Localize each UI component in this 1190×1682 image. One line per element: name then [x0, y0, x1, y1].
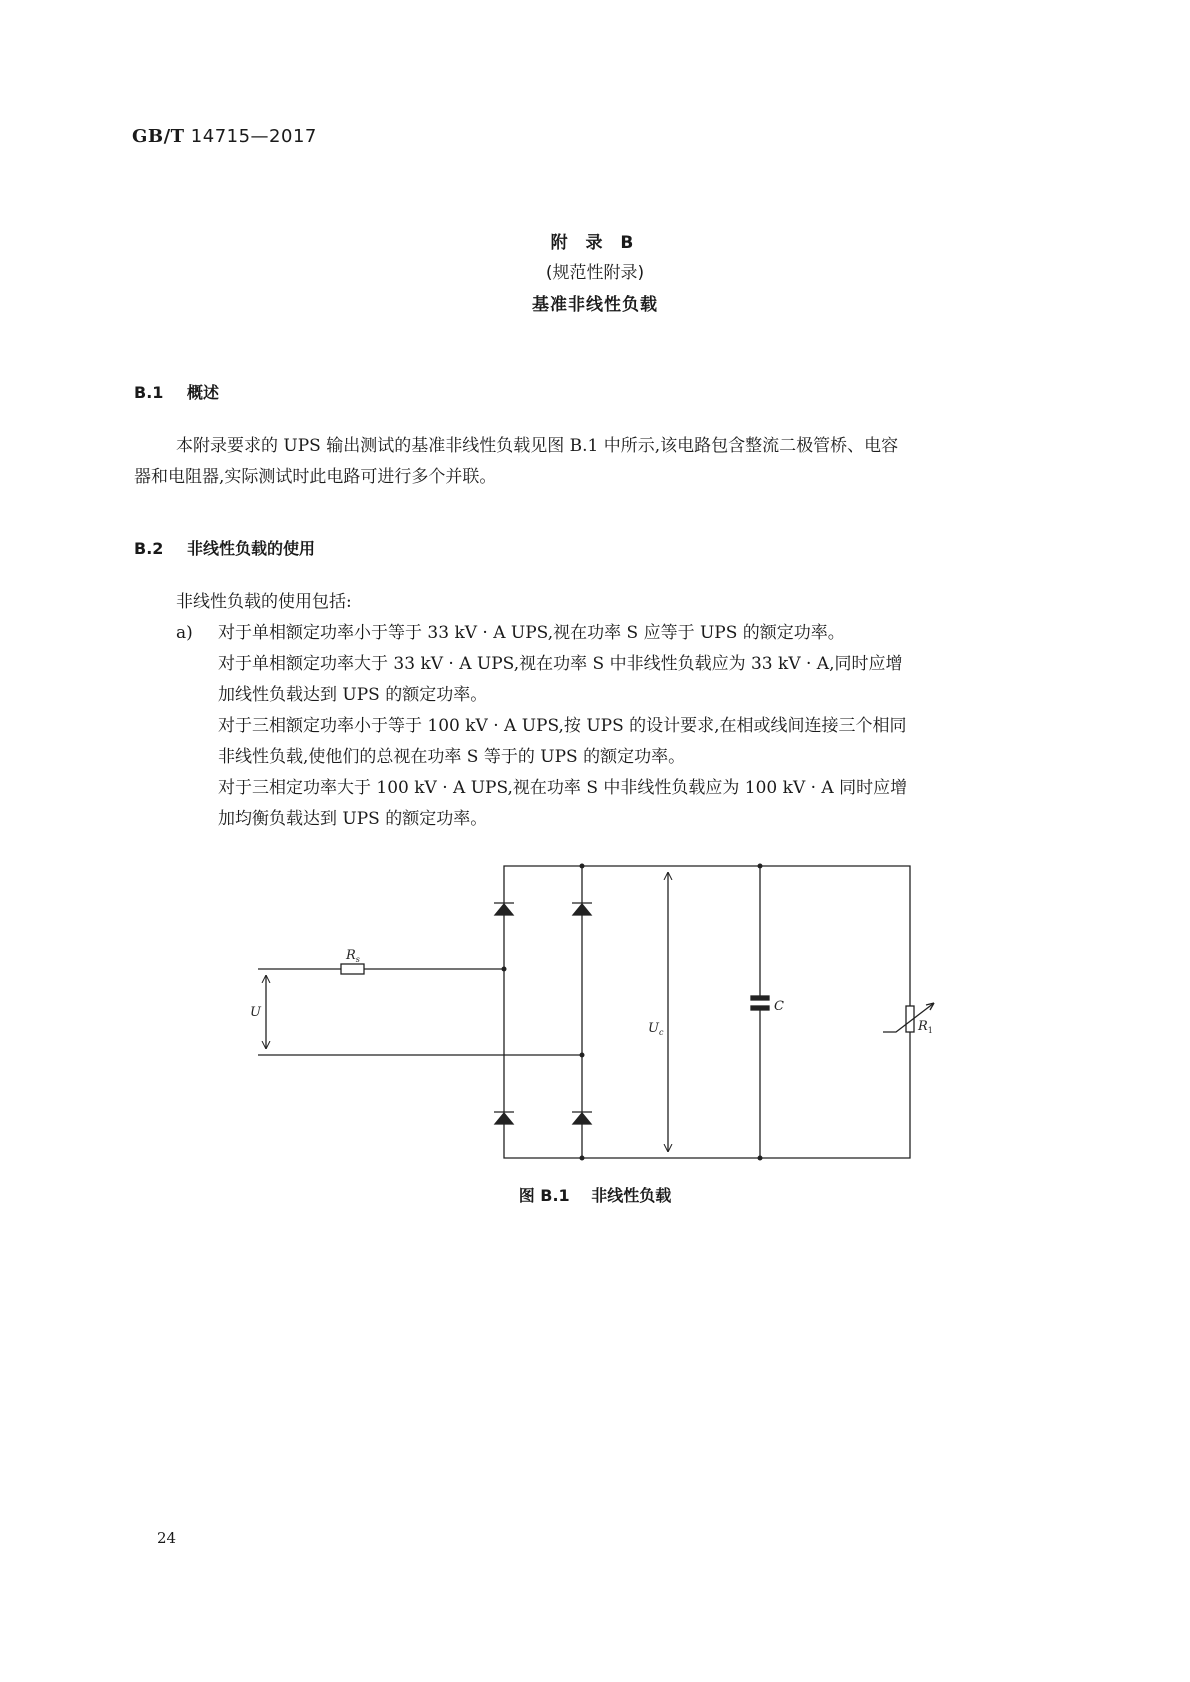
list-item-line: 对于单相额定功率小于等于 33 kV · A UPS,视在功率 S 应等于 UPS 的额定功率。	[218, 623, 845, 643]
standard-prefix: GB/T	[132, 126, 185, 147]
section-number: B.2	[134, 539, 164, 558]
capacitor-plate-bottom	[751, 1006, 769, 1010]
capacitor-plate-top	[751, 996, 769, 1000]
list-item-line: 加均衡负载达到 UPS 的额定功率。	[218, 809, 488, 829]
paragraph-intro: 非线性负载的使用包括:	[176, 592, 352, 612]
junction-dot	[758, 1156, 763, 1161]
appendix-name: 基准非线性负载	[532, 295, 658, 315]
junction-dot	[502, 967, 507, 972]
paragraph-line: 器和电阻器,实际测试时此电路可进行多个并联。	[134, 467, 497, 487]
list-item-line: 非线性负载,使他们的总视在功率 S 等于的 UPS 的额定功率。	[218, 747, 686, 767]
standard-number: 14715—2017	[190, 126, 317, 147]
list-marker: a)	[176, 623, 193, 643]
junction-dot	[580, 1156, 585, 1161]
label-rs: $R_s$	[346, 948, 360, 964]
section-title: 概述	[186, 383, 219, 402]
list-item-line: 对于单相额定功率大于 33 kV · A UPS,视在功率 S 中非线性负载应为 33 kV · A,同时应增	[218, 654, 903, 674]
label-uc: $U_c$	[648, 1021, 664, 1037]
section-title: 非线性负载的使用	[186, 539, 315, 558]
label-r1: $R_1$	[918, 1019, 933, 1035]
junction-dot	[580, 864, 585, 869]
top-rail	[504, 866, 910, 1158]
list-item-line: 对于三相额定功率小于等于 100 kV · A UPS,按 UPS 的设计要求,在相或线间连接三个相同	[218, 716, 907, 736]
diode-top-right	[572, 903, 592, 915]
list-item-line: 对于三相定功率大于 100 kV · A UPS,视在功率 S 中非线性负载应为 100 kV · A 同时应增	[218, 778, 908, 798]
series-resistor-rs	[341, 964, 364, 974]
list-item-line: 加线性负载达到 UPS 的额定功率。	[218, 685, 488, 705]
label-u: U	[250, 1005, 261, 1020]
diode-bottom-right	[572, 1112, 592, 1124]
figure-number: 图 B.1	[518, 1186, 570, 1205]
paragraph-line: 本附录要求的 UPS 输出测试的基准非线性负载见图 B.1 中所示,该电路包含整流二极管桥、电容	[176, 436, 899, 456]
page-number: 24	[157, 1529, 177, 1547]
appendix-title: 附 录 B	[550, 233, 640, 253]
figure-title: 非线性负载	[591, 1186, 672, 1205]
diode-top-left	[494, 903, 514, 915]
appendix-subtitle: (规范性附录)	[545, 263, 645, 283]
junction-dot	[580, 1053, 585, 1058]
junction-dot	[758, 864, 763, 869]
diode-bottom-left	[494, 1112, 514, 1124]
label-c: C	[774, 999, 784, 1014]
figure-caption	[0, 1183, 1190, 1206]
section-number: B.1	[134, 383, 164, 402]
